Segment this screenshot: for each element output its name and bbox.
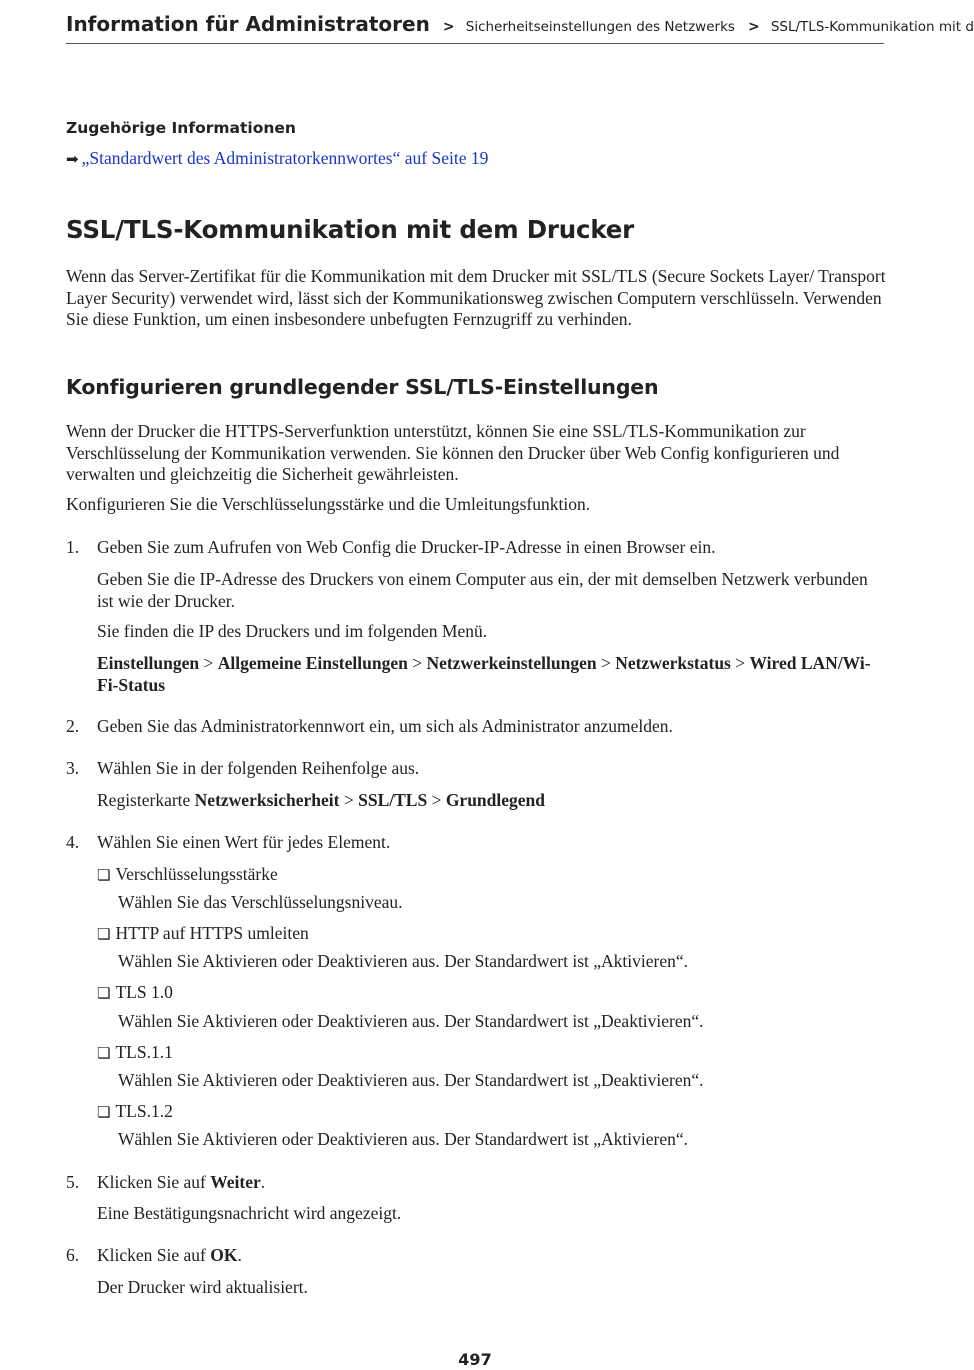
next-button-label: Weiter [210,1172,261,1192]
related-link[interactable]: „Standardwert des Administratorkennwortes“ auf Seite 19 [81,148,489,168]
option-description: Wählen Sie Aktivieren oder Deaktivieren aus. Der Standardwert ist „Aktivieren“. [118,1129,689,1149]
step-number: 3. [66,758,80,778]
option-item [97,923,309,946]
menu-path-item: Netzwerkstatus [615,653,731,673]
option-label: TLS.1.1 [115,1042,173,1062]
option-label: Verschlüsselungsstärke [115,864,278,884]
option-item [97,1042,173,1065]
option-description: Wählen Sie Aktivieren oder Deaktivieren aus. Der Standardwert ist „Deaktivieren“. [118,1011,704,1031]
breadcrumb-separator: > [442,19,455,35]
step-text: Wählen Sie in der folgenden Reihenfolge aus. [97,758,420,778]
tab-path: Registerkarte Netzwerksicherheit > SSL/TLS > Grundlegend [97,790,546,810]
menu-path: Einstellungen > Allgemeine Einstellungen > Netzwerkeinstellungen > Netzwerkstatus > Wired LAN/Wi-Fi-Status [97,653,871,695]
option-description: Wählen Sie Aktivieren oder Deaktivieren aus. Der Standardwert ist „Aktivieren“. [118,951,689,971]
step-text-suffix: . [237,1245,242,1265]
checkbox-icon: ❏ [97,925,111,943]
tab-path-item: Grundlegend [445,790,546,810]
subsection-intro-2: Konfigurieren Sie die Verschlüsselungsstärke und die Umleitungsfunktion. [66,494,591,514]
subsection-title: Konfigurieren grundlegender SSL/TLS-Einstellungen [66,375,659,399]
checkbox-icon: ❏ [97,1044,111,1062]
tab-path-prefix: Registerkarte [97,790,191,810]
option-label: TLS 1.0 [115,982,173,1002]
tab-path-item: SSL/TLS [358,790,428,810]
option-description: Wählen Sie Aktivieren oder Deaktivieren aus. Der Standardwert ist „Deaktivieren“. [118,1070,704,1090]
step-number: 5. [66,1172,80,1192]
breadcrumb-item[interactable]: Sicherheitseinstellungen des Netzwerks [465,19,735,35]
arrow-right-icon: ➡ [66,150,79,168]
option-item [97,1101,173,1124]
header-title: Information für Administratoren [66,12,430,36]
subsection-intro: Wenn der Drucker die HTTPS-Serverfunktion unterstützt, können Sie eine SSL/TLS-Kommunikation zur Verschlüsselung der Kommunikation verwenden. Sie können den Drucker über Web Config konfigurieren und verwalten und gleichzeitig die Sicherheit gewährleisten. [66,421,840,484]
step-text [97,1245,887,1267]
menu-path-item: Wired LAN/Wi-Fi-Status [97,653,871,695]
menu-path-item: Einstellungen [97,653,200,673]
option-item [97,864,278,887]
step-text-suffix: . [260,1172,266,1192]
step-number: 2. [66,716,80,736]
option-item [97,982,173,1005]
step-text: Geben Sie zum Aufrufen von Web Config die Drucker-IP-Adresse in einen Browser ein. [97,537,716,557]
option-label: HTTP auf HTTPS umleiten [115,923,309,943]
step-number: 1. [66,537,80,557]
related-info-heading: Zugehörige Informationen [66,119,296,137]
menu-path-item: Allgemeine Einstellungen [217,653,408,673]
step-text: Wählen Sie einen Wert für jedes Element. [97,832,391,852]
step-text-prefix: Klicken Sie auf [97,1245,206,1265]
step-5-result: Eine Bestätigungsnachricht wird angezeigt. [97,1203,402,1223]
breadcrumb-separator: > [748,19,760,35]
ok-button-label: OK [210,1245,238,1265]
checkbox-icon: ❏ [97,984,111,1002]
step-number: 4. [66,832,80,852]
step-text-prefix: Klicken Sie auf [97,1172,206,1192]
section-title: SSL/TLS-Kommunikation mit dem Drucker [66,215,635,244]
step-6-result: Der Drucker wird aktualisiert. [97,1277,308,1297]
menu-path-item: Netzwerkeinstellungen [426,653,597,673]
option-description: Wählen Sie das Verschlüsselungsniveau. [118,892,403,912]
step-number: 6. [66,1245,80,1265]
checkbox-icon: ❏ [97,1103,111,1121]
step-1-detail-2: Sie finden die IP des Druckers und im folgenden Menü. [97,621,488,641]
step-text: Geben Sie das Administratorkennwort ein, um sich als Administrator anzumelden. [97,716,673,736]
step-1-detail: Geben Sie die IP-Adresse des Druckers von einem Computer aus ein, der mit demselben Netzwerk verbunden ist wie der Drucker. [97,569,868,611]
option-label: TLS.1.2 [115,1101,173,1121]
breadcrumb-item[interactable]: SSL/TLS-Kommunikation mit d [770,19,974,35]
section-intro: Wenn das Server-Zertifikat für die Kommunikation mit dem Drucker mit SSL/TLS (Secure Sockets Layer/ Transport Layer Security) verwendet wird, lässt sich der Kommunikationsweg zwischen Computern verschlüsseln. Verwenden Sie diese Funktion, um einen insbesondere unbefugten Fernzugriff zu verhinden. [66,266,886,329]
checkbox-icon: ❏ [97,866,111,884]
step-text [97,1172,887,1194]
related-link-row[interactable] [66,148,488,169]
tab-path-item: Netzwerksicherheit [194,790,340,810]
page-header [66,12,974,44]
page-number: 497 [458,1350,492,1369]
